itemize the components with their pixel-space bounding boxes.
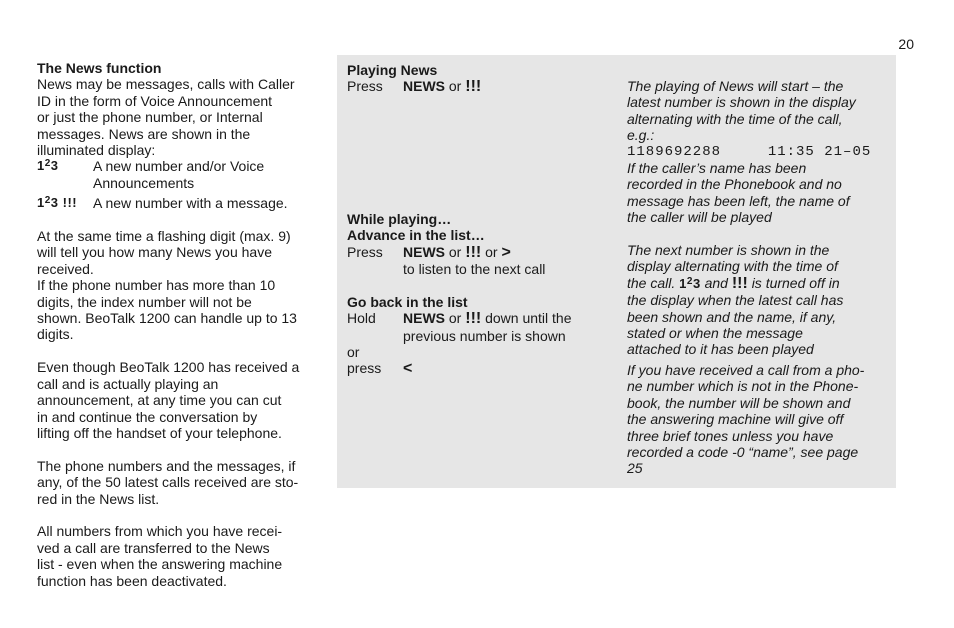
- page-number: 20: [898, 36, 914, 52]
- next-number-description: The next number is shown in the display alternating with the time of the call. $1^23$ and !!! is turned off in the display when the latest call has been shown and the name, if any, stated or when the message attached to it has been played: [627, 242, 844, 358]
- message-indicator-icon: !!!: [465, 310, 482, 328]
- message-indicator-icon: !!!: [465, 78, 482, 96]
- unknown-caller-description: If you have received a call from a pho- ne number which is not in the Phone- book, the number will be shown and the answering machine will give off three brief tones unless you have recorded a code -0 “name”, see page 25: [627, 361, 865, 477]
- intro-paragraph: News may be messages, calls with Caller ID in the form of Voice Announcement or just the phone number, or Internal messages. News are shown in the illuminated display:: [37, 76, 295, 159]
- transferred-paragraph: All numbers from which you have recei- ved a call are transferred to the News list - even when the answering machine function has been deactivated.: [37, 523, 283, 589]
- display-example: [627, 144, 889, 160]
- advance-heading: Advance in the list…: [347, 227, 485, 244]
- playing-news-heading: Playing News: [347, 62, 438, 78]
- new-number-symbol: $1^23$: [679, 275, 701, 291]
- stored-calls-paragraph: The phone numbers and the messages, if any, of the 50 latest calls received are sto- red in the News list.: [37, 457, 299, 507]
- display-number: 1189692288: [627, 143, 722, 160]
- hold-step: Hold NEWS or !!! down until the previous number is shown: [347, 310, 572, 344]
- go-back-heading: Go back in the list: [347, 293, 468, 310]
- press-back-step: press <: [347, 360, 413, 378]
- playing-description: The playing of News will start – the latest number is shown in the display alternating with the time of the call, e.g.:: [627, 78, 856, 144]
- new-number-symbol: $1^23$: [37, 158, 59, 174]
- news-button-label: NEWS: [403, 78, 445, 95]
- legend-new-message: $1^23$ !!! A new number with a message.: [37, 195, 288, 212]
- caller-name-description: If the caller’s name has been recorded in the Phonebook and no message has been left, the name of the caller will be played: [627, 160, 850, 226]
- news-button-label: NEWS: [403, 310, 445, 327]
- instruction-descriptions: [627, 78, 889, 477]
- section-heading: The News function: [37, 60, 162, 76]
- flashing-digit-paragraph: At the same time a flashing digit (max. 9) will tell you how many News you have received. If the phone number has more than 10 digits, the index number will not be shown. BeoTalk 1200 can handle up to 13 digits.: [37, 228, 297, 343]
- new-message-symbol: $1^23$ !!!: [37, 195, 78, 211]
- news-function-section: [37, 60, 322, 589]
- cut-in-paragraph: Even though BeoTalk 1200 has received a call and is actually playing an announcement, at any time you can cut in and continue the conversation by lifting off the handset of your telephone.: [37, 359, 300, 441]
- forward-arrow-icon: >: [501, 243, 511, 261]
- news-button-label: NEWS: [403, 243, 445, 260]
- while-playing-heading: While playing…: [347, 210, 452, 227]
- advance-step: Press NEWS or !!! or > to listen to the next call: [347, 243, 546, 278]
- back-arrow-icon: <: [403, 360, 413, 378]
- instruction-steps: Playing News Press NEWS or !!! While playing… Advance in the list… Press NEWS or !!! or > to listen to the next call Go back in the list Hold NEWS or !!! down until the previous number is shown or press <: [347, 62, 617, 378]
- press-news-step: Press NEWS or !!!: [347, 78, 482, 96]
- display-time: 11:35 21–05: [767, 143, 872, 160]
- message-indicator-icon: !!!: [731, 274, 748, 292]
- legend-new-number: $1^23$ A new number and/or Voice Announcements: [37, 158, 265, 191]
- message-indicator-icon: !!!: [465, 243, 482, 261]
